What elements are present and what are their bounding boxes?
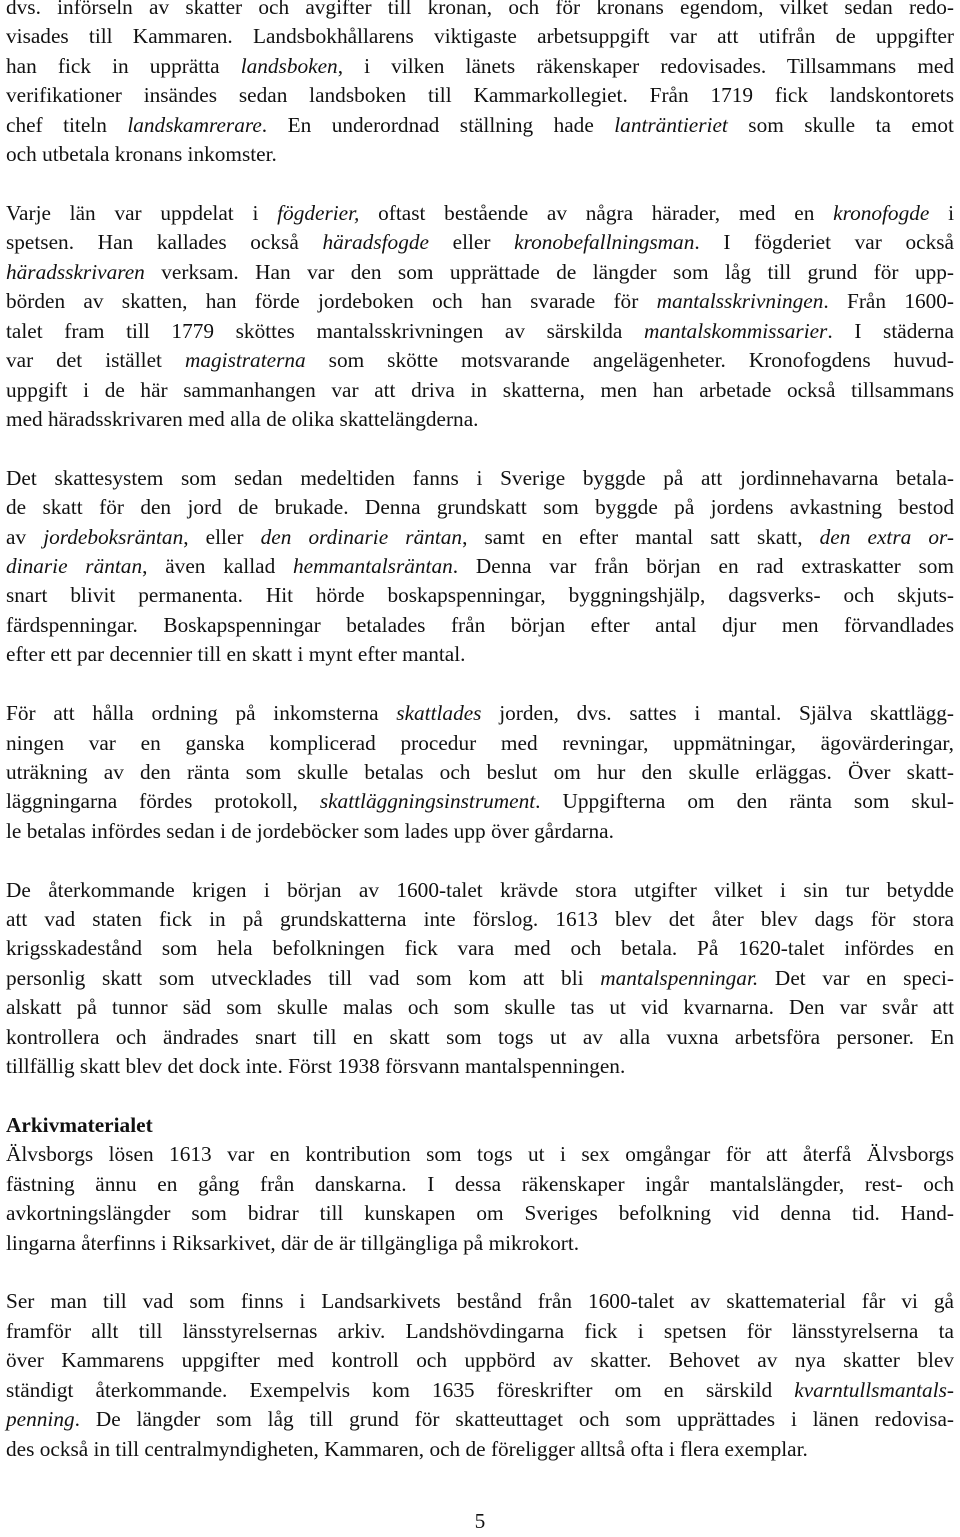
text-line xyxy=(6,1346,954,1375)
text-line xyxy=(6,1199,954,1228)
italic-term: skattläggningsinstrument xyxy=(319,789,536,814)
text-run: dvs. införseln av skatter och avgifter till kronan, och för kronans egendom, vilket sedan redo- xyxy=(6,0,954,19)
text-run: oftast bestående av några härader, med en xyxy=(359,200,834,225)
text-line xyxy=(6,1052,954,1081)
text-line xyxy=(6,699,954,728)
italic-term: jordeboksräntan xyxy=(43,524,184,549)
body-text-after-heading xyxy=(0,1140,960,1464)
italic-term: penning xyxy=(6,1407,75,1432)
text-run: . Uppgifterna om den ränta som skul- xyxy=(535,789,954,814)
text-run: eller xyxy=(428,230,515,255)
text-run: uträkning av den ränta som skulle betalas och beslut om hur den skulle erläggas. Över skatt- xyxy=(6,759,954,784)
text-run: snart blivit permanenta. Hit hörde boskapspenningar, byggningshjälp, dagsverks- och skjuts- xyxy=(6,583,954,608)
italic-term: kronobefallningsman xyxy=(514,230,695,255)
text-line xyxy=(6,787,954,816)
text-run: alskatt på tunnor säd som skulle malas och som skulle tas ut vid kvarnarna. Den var svår att xyxy=(6,995,954,1020)
text-line xyxy=(6,0,954,22)
text-run: ständigt återkommande. Exempelvis kom 1635 föreskrifter om en särskild xyxy=(6,1377,795,1402)
italic-term: magistraterna xyxy=(184,348,306,373)
italic-term: den ordinarie räntan xyxy=(260,524,463,549)
paragraph-gap xyxy=(0,1082,960,1111)
text-run: han fick in upprätta xyxy=(6,53,241,78)
paragraph-gap xyxy=(0,1258,960,1287)
text-line xyxy=(6,493,954,522)
text-run: börden av skatten, han förde jordeboken och han svarade för xyxy=(6,289,657,314)
text-run: färdspenningar. Boskapspenningar betalades från början efter antal djur men förvandlades xyxy=(6,612,954,637)
text-run: . I städerna xyxy=(827,318,954,343)
italic-term: dinarie räntan xyxy=(6,554,143,579)
italic-term: kronofogde xyxy=(833,200,930,225)
text-line xyxy=(6,1435,954,1464)
text-run: ningen var en ganska komplicerad procedur med revningar, uppmätningar, ägovärderingar, xyxy=(6,730,954,755)
text-run: . I fögderiet var också xyxy=(694,230,954,255)
text-line xyxy=(6,1170,954,1199)
text-line xyxy=(6,1140,954,1169)
paragraph xyxy=(6,1140,954,1258)
italic-term: den extra or- xyxy=(819,524,954,549)
italic-term: mantalsskrivningen xyxy=(656,289,824,314)
text-line xyxy=(6,934,954,963)
text-line xyxy=(6,258,954,287)
text-run: lingarna återfinns i Riksarkivet, där de är tillgängliga på mikrokort. xyxy=(6,1230,580,1255)
text-line xyxy=(6,523,954,552)
text-line xyxy=(6,287,954,316)
text-line xyxy=(6,22,954,51)
text-run: att vad staten fick in på grundskatterna inte förslog. 1613 blev det åter blev dags för stora xyxy=(6,907,954,931)
text-run: av xyxy=(6,524,44,549)
text-run: krigsskadestånd som hela befolkningen fick vara med och betala. På 1620-talet infördes en xyxy=(6,936,954,961)
paragraph xyxy=(6,464,954,670)
text-run: le betalas infördes sedan i de jordeböcker som lades upp över gårdarna. xyxy=(6,818,614,843)
text-run: över Kammarens uppgifter med kontroll och uppbörd av skatter. Behovet av nya skatter blev xyxy=(6,1348,954,1373)
text-run: och utbetala kronans inkomster. xyxy=(6,142,277,167)
text-run: uppgift i de här sammanhangen var att driva in skatterna, men han arbetade också tillsammans xyxy=(6,377,954,402)
text-run: framför allt till länsstyrelsernas arkiv. Landshövdingarna fick i spetsen för länsstyrelserna ta xyxy=(6,1318,954,1343)
text-line xyxy=(6,140,954,169)
text-run: efter ett par decennier till en skatt i mynt efter mantal. xyxy=(6,642,466,667)
italic-term: mantalskommissarier xyxy=(643,318,828,343)
italic-term: häradsfogde xyxy=(322,230,429,255)
text-run: Det var en speci- xyxy=(758,965,954,990)
text-line xyxy=(6,317,954,346)
text-line xyxy=(6,817,954,846)
text-run: chef titeln xyxy=(6,112,128,137)
text-line xyxy=(6,640,954,669)
text-run: i xyxy=(929,200,955,225)
paragraph xyxy=(6,1287,954,1464)
text-line xyxy=(6,346,954,375)
italic-term: fögderier, xyxy=(277,200,360,225)
text-run: . De längder som låg till grund för skatteuttaget och som upprättades i länen redovisa- xyxy=(74,1407,954,1432)
italic-term: mantalspenningar. xyxy=(600,965,759,990)
text-line xyxy=(6,376,954,405)
paragraph-gap xyxy=(0,434,960,463)
text-run: . Denna var från början en rad extraskatter som xyxy=(452,554,954,579)
text-line xyxy=(6,111,954,140)
italic-term: skattlades xyxy=(396,701,482,726)
paragraph-gap xyxy=(0,846,960,875)
italic-term: landskamrerare xyxy=(127,112,262,137)
text-line xyxy=(6,1023,954,1052)
text-run: tillfällig skatt blev det dock inte. Först 1938 försvann mantalspenningen. xyxy=(6,1054,626,1079)
italic-term: lanträntieriet xyxy=(614,112,728,137)
paragraph xyxy=(6,876,954,1082)
text-line xyxy=(6,81,954,110)
text-run: De återkommande krigen i början av 1600-talet krävde stora utgifter vilket i sin tur betydde xyxy=(6,877,954,902)
section-heading: Arkivmaterialet xyxy=(6,1112,153,1137)
text-run: Det skattesystem som sedan medeltiden fanns i Sverige byggde på att jordinnehavarna betala- xyxy=(6,465,954,490)
text-line xyxy=(6,1405,954,1434)
text-line xyxy=(6,552,954,581)
paragraph-gap xyxy=(0,670,960,699)
text-run: För att hålla ordning på inkomsterna xyxy=(6,701,397,726)
text-run: läggningarna fördes protokoll, xyxy=(6,789,320,814)
italic-term: häradsskrivaren xyxy=(6,259,145,284)
text-line xyxy=(6,758,954,787)
text-line xyxy=(6,1287,954,1316)
text-run: Ser man till vad som finns i Landsarkivets bestånd från 1600-talet av skattematerial får vi gå xyxy=(6,1289,954,1314)
text-line xyxy=(6,464,954,493)
italic-term: hemmantalsräntan xyxy=(293,554,453,579)
text-line xyxy=(6,993,954,1022)
text-run: med häradsskrivaren med alla de olika skattelängderna. xyxy=(6,406,479,431)
text-run: . En underordnad ställning hade xyxy=(261,112,615,137)
text-run: , samt en efter mantal satt skatt, xyxy=(462,524,820,549)
text-run: personlig skatt som utvecklades till vad som kom att bli xyxy=(6,965,601,990)
text-run: var det istället xyxy=(6,348,185,373)
paragraph xyxy=(6,0,954,170)
text-run: som skulle ta emot xyxy=(727,112,954,137)
paragraph xyxy=(6,199,954,435)
text-line xyxy=(6,611,954,640)
text-run: kontrollera och ändrades snart till en skatt som togs ut av alla vuxna arbetsföra personer. En xyxy=(6,1024,954,1049)
text-line xyxy=(6,199,954,228)
text-line xyxy=(6,876,954,905)
text-run: de skatt för den jord de brukade. Denna grundskatt som byggde på jordens avkastning bestod xyxy=(6,495,954,520)
text-run: som skötte motsvarande angelägenheter. Kronofogdens huvud- xyxy=(305,348,955,373)
text-line xyxy=(6,1317,954,1346)
text-run: Varje län var uppdelat i xyxy=(6,200,278,225)
text-run: . Från 1600- xyxy=(823,289,955,314)
text-run: verifikationer insändes sedan landsboken till Kammarkollegiet. Från 1719 fick landskontorets xyxy=(6,83,954,108)
text-line xyxy=(6,405,954,434)
text-line xyxy=(6,1376,954,1405)
text-line xyxy=(6,1229,954,1258)
text-line xyxy=(6,905,954,934)
italic-term: kvarntullsmantals- xyxy=(794,1377,954,1402)
page-number: 5 xyxy=(474,1509,486,1533)
text-run: , i vilken länets räkenskaper redovisades. Tillsammans med xyxy=(337,53,954,78)
text-run: spetsen. Han kallades också xyxy=(6,230,323,255)
text-run: , även kallad xyxy=(142,554,294,579)
text-line xyxy=(6,964,954,993)
text-run: visades till Kammaren. Landsbokhållarens viktigaste arbetsuppgift var att utifrån de uppgifter xyxy=(6,24,954,49)
text-line xyxy=(6,228,954,257)
text-run: jorden, dvs. sattes i mantal. Själva skattlägg- xyxy=(481,701,954,726)
text-run: des också in till centralmyndigheten, Kammaren, och de föreligger alltså ofta i flera exemplar. xyxy=(6,1436,808,1461)
text-run: verksam. Han var den som upprättade de längder som låg till grund för upp- xyxy=(144,259,954,284)
text-run: fästning ännu en gång från danskarna. I dessa räkenskaper ingår mantalslängder, rest- och xyxy=(6,1171,954,1196)
text-run: , eller xyxy=(183,524,261,549)
paragraph-gap xyxy=(0,170,960,199)
text-run: Älvsborgs lösen 1613 var en kontribution som togs ut i sex omgångar för att återfå Älvsborgs xyxy=(6,1142,954,1167)
text-run: avkortningslängder som bidrar till kunskapen om Sveriges befolkning vid denna tid. Hand- xyxy=(6,1201,954,1226)
paragraph xyxy=(6,699,954,846)
text-line xyxy=(6,52,954,81)
text-run: talet fram till 1779 sköttes mantalsskrivningen av särskilda xyxy=(6,318,644,343)
text-line xyxy=(6,581,954,610)
text-line xyxy=(6,729,954,758)
italic-term: landsboken xyxy=(240,53,338,78)
